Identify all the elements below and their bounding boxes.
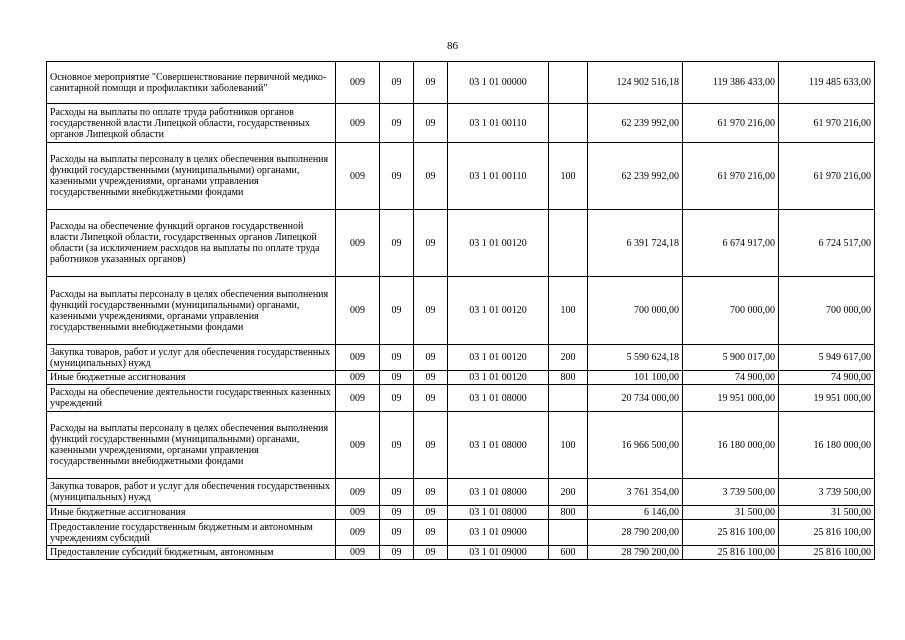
subsection-code-cell: 09 [414,506,448,520]
expense-type-cell: 800 [549,506,588,520]
amount-year-2-cell: 31 500,00 [683,506,779,520]
table-row [47,345,875,371]
amount-year-1-cell: 6 146,00 [588,506,683,520]
target-article-cell: 03 1 01 00120 [448,371,549,385]
row-name-cell: Расходы на выплаты по оплате труда работников органов государственной власти Липецкой области, государственных органов Липецкой области [47,104,336,143]
subsection-code-cell: 09 [414,371,448,385]
ministry-code-cell: 009 [336,412,380,479]
subsection-code-cell: 09 [414,277,448,345]
amount-year-1-cell: 62 239 992,00 [588,143,683,210]
ministry-code-cell: 009 [336,479,380,506]
table-row [47,277,875,345]
table-row [47,506,875,520]
section-code-cell: 09 [380,520,414,546]
ministry-code-cell: 009 [336,277,380,345]
amount-year-3-cell: 74 900,00 [779,371,875,385]
section-code-cell: 09 [380,479,414,506]
row-name-cell: Закупка товаров, работ и услуг для обеспечения государственных (муниципальных) нужд [47,345,336,371]
section-code-cell: 09 [380,210,414,277]
expense-type-cell [549,210,588,277]
expense-type-cell: 800 [549,371,588,385]
row-name-cell: Расходы на обеспечение функций органов государственной власти Липецкой области, государственных органов Липецкой области (за исключением расходов на выплаты по оплате труда работников указанных органов) [47,210,336,277]
ministry-code-cell: 009 [336,506,380,520]
ministry-code-cell: 009 [336,210,380,277]
section-code-cell: 09 [380,143,414,210]
section-code-cell: 09 [380,506,414,520]
expense-type-cell: 100 [549,412,588,479]
table-row [47,104,875,143]
amount-year-3-cell: 61 970 216,00 [779,104,875,143]
subsection-code-cell: 09 [414,546,448,560]
amount-year-3-cell: 3 739 500,00 [779,479,875,506]
amount-year-2-cell: 74 900,00 [683,371,779,385]
table-row [47,520,875,546]
expense-type-cell: 200 [549,479,588,506]
amount-year-3-cell: 700 000,00 [779,277,875,345]
target-article-cell: 03 1 01 00120 [448,210,549,277]
expense-type-cell [549,62,588,104]
table-body [47,62,875,560]
amount-year-1-cell: 28 790 200,00 [588,546,683,560]
amount-year-1-cell: 20 734 000,00 [588,385,683,412]
table-row [47,62,875,104]
table-row [47,371,875,385]
page-number: 86 [447,40,458,52]
subsection-code-cell: 09 [414,385,448,412]
target-article-cell: 03 1 01 08000 [448,385,549,412]
expense-type-cell: 600 [549,546,588,560]
amount-year-2-cell: 61 970 216,00 [683,104,779,143]
target-article-cell: 03 1 01 09000 [448,546,549,560]
target-article-cell: 03 1 01 08000 [448,412,549,479]
table-row [47,546,875,560]
target-article-cell: 03 1 01 08000 [448,506,549,520]
ministry-code-cell: 009 [336,143,380,210]
row-name-cell: Расходы на выплаты персоналу в целях обеспечения выполнения функций государственными (муниципальными) органами, казенными учреждениями, органами управления государственными внебюджетными фондами [47,412,336,479]
table-row [47,479,875,506]
amount-year-2-cell: 6 674 917,00 [683,210,779,277]
expense-type-cell [549,520,588,546]
subsection-code-cell: 09 [414,104,448,143]
subsection-code-cell: 09 [414,210,448,277]
subsection-code-cell: 09 [414,412,448,479]
ministry-code-cell: 009 [336,371,380,385]
target-article-cell: 03 1 01 00000 [448,62,549,104]
table-row [47,210,875,277]
amount-year-1-cell: 28 790 200,00 [588,520,683,546]
section-code-cell: 09 [380,385,414,412]
amount-year-2-cell: 25 816 100,00 [683,546,779,560]
ministry-code-cell: 009 [336,385,380,412]
target-article-cell: 03 1 01 08000 [448,479,549,506]
amount-year-2-cell: 119 386 433,00 [683,62,779,104]
amount-year-3-cell: 19 951 000,00 [779,385,875,412]
amount-year-2-cell: 16 180 000,00 [683,412,779,479]
subsection-code-cell: 09 [414,143,448,210]
amount-year-1-cell: 3 761 354,00 [588,479,683,506]
section-code-cell: 09 [380,62,414,104]
budget-table [46,61,875,560]
target-article-cell: 03 1 01 00110 [448,104,549,143]
section-code-cell: 09 [380,345,414,371]
table-row [47,143,875,210]
amount-year-3-cell: 16 180 000,00 [779,412,875,479]
subsection-code-cell: 09 [414,520,448,546]
amount-year-3-cell: 119 485 633,00 [779,62,875,104]
amount-year-1-cell: 6 391 724,18 [588,210,683,277]
amount-year-3-cell: 6 724 517,00 [779,210,875,277]
row-name-cell: Основное мероприятие "Совершенствование первичной медико-санитарной помощи и профилактики заболеваний" [47,62,336,104]
amount-year-2-cell: 61 970 216,00 [683,143,779,210]
amount-year-2-cell: 3 739 500,00 [683,479,779,506]
row-name-cell: Предоставление государственным бюджетным и автономным учреждениям субсидий [47,520,336,546]
amount-year-2-cell: 25 816 100,00 [683,520,779,546]
ministry-code-cell: 009 [336,104,380,143]
section-code-cell: 09 [380,546,414,560]
amount-year-1-cell: 62 239 992,00 [588,104,683,143]
row-name-cell: Расходы на выплаты персоналу в целях обеспечения выполнения функций государственными (муниципальными) органами, казенными учреждениями, органами управления государственными внебюджетными фондами [47,277,336,345]
amount-year-1-cell: 101 100,00 [588,371,683,385]
expense-type-cell: 200 [549,345,588,371]
ministry-code-cell: 009 [336,345,380,371]
row-name-cell: Иные бюджетные ассигнования [47,371,336,385]
row-name-cell: Предоставление субсидий бюджетным, автономным [47,546,336,560]
ministry-code-cell: 009 [336,546,380,560]
expense-type-cell [549,104,588,143]
amount-year-2-cell: 19 951 000,00 [683,385,779,412]
section-code-cell: 09 [380,371,414,385]
ministry-code-cell: 009 [336,520,380,546]
amount-year-1-cell: 16 966 500,00 [588,412,683,479]
amount-year-3-cell: 61 970 216,00 [779,143,875,210]
row-name-cell: Расходы на обеспечение деятельности государственных казенных учреждений [47,385,336,412]
amount-year-2-cell: 700 000,00 [683,277,779,345]
subsection-code-cell: 09 [414,345,448,371]
amount-year-3-cell: 31 500,00 [779,506,875,520]
subsection-code-cell: 09 [414,479,448,506]
section-code-cell: 09 [380,277,414,345]
amount-year-1-cell: 124 902 516,18 [588,62,683,104]
amount-year-3-cell: 25 816 100,00 [779,546,875,560]
target-article-cell: 03 1 01 00110 [448,143,549,210]
target-article-cell: 03 1 01 00120 [448,345,549,371]
section-code-cell: 09 [380,412,414,479]
row-name-cell: Иные бюджетные ассигнования [47,506,336,520]
expense-type-cell: 100 [549,277,588,345]
table-row [47,385,875,412]
row-name-cell: Закупка товаров, работ и услуг для обеспечения государственных (муниципальных) нужд [47,479,336,506]
subsection-code-cell: 09 [414,62,448,104]
amount-year-2-cell: 5 900 017,00 [683,345,779,371]
expense-type-cell: 100 [549,143,588,210]
expense-type-cell [549,385,588,412]
section-code-cell: 09 [380,104,414,143]
amount-year-1-cell: 700 000,00 [588,277,683,345]
row-name-cell: Расходы на выплаты персоналу в целях обеспечения выполнения функций государственными (муниципальными) органами, казенными учреждениями, органами управления государственными внебюджетными фондами [47,143,336,210]
table-row [47,412,875,479]
target-article-cell: 03 1 01 09000 [448,520,549,546]
amount-year-3-cell: 25 816 100,00 [779,520,875,546]
amount-year-1-cell: 5 590 624,18 [588,345,683,371]
target-article-cell: 03 1 01 00120 [448,277,549,345]
amount-year-3-cell: 5 949 617,00 [779,345,875,371]
ministry-code-cell: 009 [336,62,380,104]
